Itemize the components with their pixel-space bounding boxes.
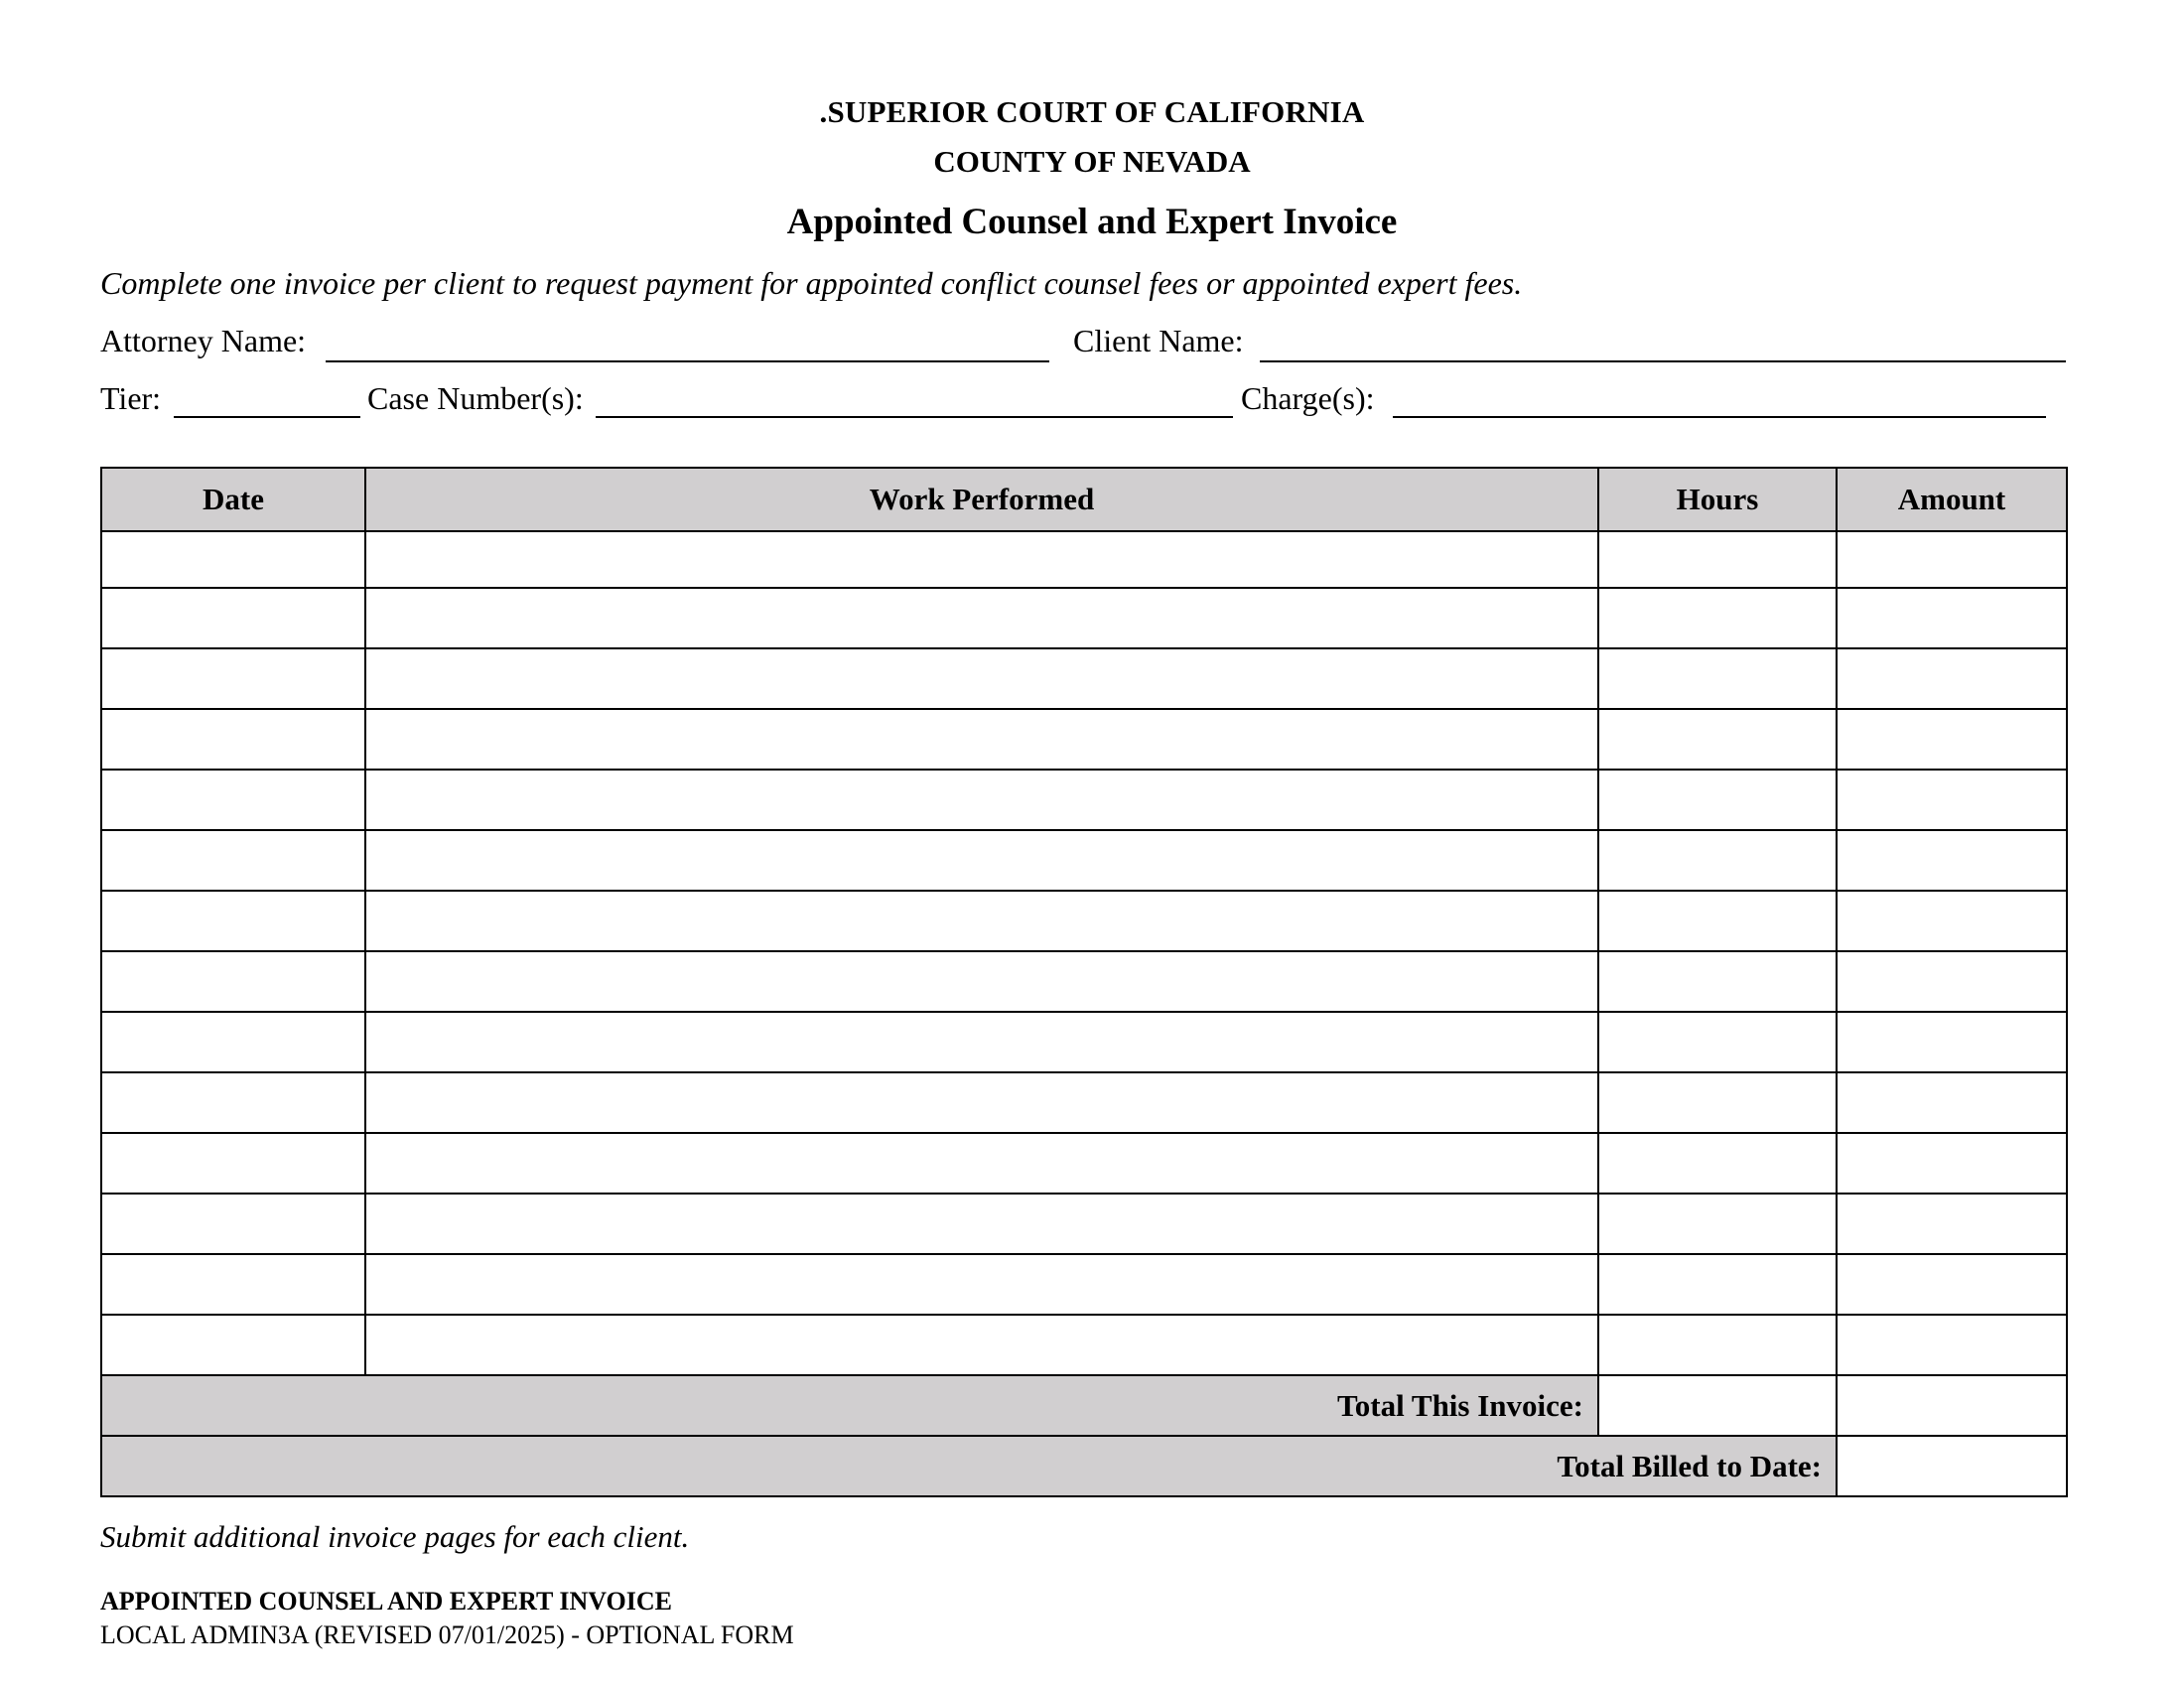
table-row	[101, 1254, 2067, 1315]
work-performed-cell[interactable]	[365, 1072, 1598, 1133]
work-performed-cell[interactable]	[365, 1012, 1598, 1072]
page-title: Appointed Counsel and Expert Invoice	[786, 202, 1398, 242]
table-row	[101, 1072, 2067, 1133]
table-row	[101, 830, 2067, 891]
hours-cell[interactable]	[1598, 1194, 1837, 1254]
amount-cell[interactable]	[1837, 951, 2067, 1012]
hours-cell[interactable]	[1598, 709, 1837, 770]
work-performed-cell[interactable]	[365, 709, 1598, 770]
tier-label: Tier:	[100, 380, 162, 416]
column-header-amount: Amount	[1837, 468, 2067, 531]
table-row	[101, 531, 2067, 588]
date-cell[interactable]	[101, 1254, 365, 1315]
total-this-invoice-row	[101, 1375, 2067, 1436]
date-cell[interactable]	[101, 1012, 365, 1072]
work-performed-cell[interactable]	[365, 1133, 1598, 1194]
total-billed-to-date-row	[101, 1436, 2067, 1496]
invoice-table	[100, 467, 2068, 1497]
date-cell[interactable]	[101, 1133, 365, 1194]
date-cell[interactable]	[101, 951, 365, 1012]
hours-cell[interactable]	[1598, 770, 1837, 830]
hours-cell[interactable]	[1598, 951, 1837, 1012]
client-name-label: Client Name:	[1073, 323, 1244, 358]
table-row	[101, 1012, 2067, 1072]
county-heading: COUNTY OF NEVADA	[933, 144, 1251, 179]
table-row	[101, 1194, 2067, 1254]
hours-cell[interactable]	[1598, 1012, 1837, 1072]
date-cell[interactable]	[101, 770, 365, 830]
total-this-invoice-label: Total This Invoice:	[101, 1375, 1598, 1436]
hours-cell[interactable]	[1598, 588, 1837, 648]
hours-cell[interactable]	[1598, 830, 1837, 891]
amount-cell[interactable]	[1837, 1133, 2067, 1194]
hours-cell[interactable]	[1598, 1072, 1837, 1133]
table-row	[101, 891, 2067, 951]
form-footer-title: APPOINTED COUNSEL AND EXPERT INVOICE	[100, 1587, 672, 1616]
amount-cell[interactable]	[1837, 830, 2067, 891]
date-cell[interactable]	[101, 1315, 365, 1375]
work-performed-cell[interactable]	[365, 830, 1598, 891]
hours-cell[interactable]	[1598, 1254, 1837, 1315]
case-numbers-field[interactable]	[596, 416, 1233, 418]
date-cell[interactable]	[101, 830, 365, 891]
work-performed-cell[interactable]	[365, 588, 1598, 648]
amount-cell[interactable]	[1837, 588, 2067, 648]
form-footer-id: LOCAL ADMIN3A (REVISED 07/01/2025) - OPTIONAL FORM	[100, 1620, 794, 1649]
date-cell[interactable]	[101, 588, 365, 648]
column-header-hours: Hours	[1598, 468, 1837, 531]
charges-field[interactable]	[1393, 416, 2046, 418]
date-cell[interactable]	[101, 891, 365, 951]
hours-cell[interactable]	[1598, 648, 1837, 709]
work-performed-cell[interactable]	[365, 1194, 1598, 1254]
hours-cell[interactable]	[1598, 531, 1837, 588]
work-performed-cell[interactable]	[365, 531, 1598, 588]
table-row	[101, 1315, 2067, 1375]
table-row	[101, 951, 2067, 1012]
amount-cell[interactable]	[1837, 1315, 2067, 1375]
tier-field[interactable]	[174, 416, 360, 418]
date-cell[interactable]	[101, 531, 365, 588]
date-cell[interactable]	[101, 1072, 365, 1133]
amount-cell[interactable]	[1837, 891, 2067, 951]
hours-cell[interactable]	[1598, 1133, 1837, 1194]
amount-cell[interactable]	[1837, 770, 2067, 830]
table-header-row	[101, 468, 2067, 531]
amount-cell[interactable]	[1837, 1194, 2067, 1254]
table-row	[101, 770, 2067, 830]
amount-cell[interactable]	[1837, 531, 2067, 588]
total-billed-to-date-amount-cell[interactable]	[1837, 1436, 2067, 1496]
table-row	[101, 709, 2067, 770]
hours-cell[interactable]	[1598, 891, 1837, 951]
instruction-text: Complete one invoice per client to request payment for appointed conflict counsel fees or appointed expert fees.	[100, 265, 1523, 301]
date-cell[interactable]	[101, 648, 365, 709]
date-cell[interactable]	[101, 709, 365, 770]
date-cell[interactable]	[101, 1194, 365, 1254]
work-performed-cell[interactable]	[365, 648, 1598, 709]
total-this-invoice-amount-cell[interactable]	[1837, 1375, 2067, 1436]
total-this-invoice-hours-cell[interactable]	[1598, 1375, 1837, 1436]
amount-cell[interactable]	[1837, 709, 2067, 770]
amount-cell[interactable]	[1837, 648, 2067, 709]
table-row	[101, 648, 2067, 709]
client-name-field[interactable]	[1260, 360, 2066, 362]
total-billed-to-date-label: Total Billed to Date:	[101, 1436, 1837, 1496]
work-performed-cell[interactable]	[365, 770, 1598, 830]
amount-cell[interactable]	[1837, 1012, 2067, 1072]
case-numbers-label: Case Number(s):	[367, 380, 584, 416]
work-performed-cell[interactable]	[365, 891, 1598, 951]
amount-cell[interactable]	[1837, 1254, 2067, 1315]
charges-label: Charge(s):	[1241, 380, 1375, 416]
work-performed-cell[interactable]	[365, 951, 1598, 1012]
court-heading: .SUPERIOR COURT OF CALIFORNIA	[819, 94, 1365, 129]
amount-cell[interactable]	[1837, 1072, 2067, 1133]
hours-cell[interactable]	[1598, 1315, 1837, 1375]
attorney-name-label: Attorney Name:	[100, 323, 307, 358]
column-header-date: Date	[101, 468, 365, 531]
attorney-name-field[interactable]	[326, 360, 1049, 362]
work-performed-cell[interactable]	[365, 1254, 1598, 1315]
column-header-work-performed: Work Performed	[365, 468, 1598, 531]
table-row	[101, 1133, 2067, 1194]
footnote-text: Submit additional invoice pages for each client.	[100, 1519, 690, 1554]
table-row	[101, 588, 2067, 648]
work-performed-cell[interactable]	[365, 1315, 1598, 1375]
